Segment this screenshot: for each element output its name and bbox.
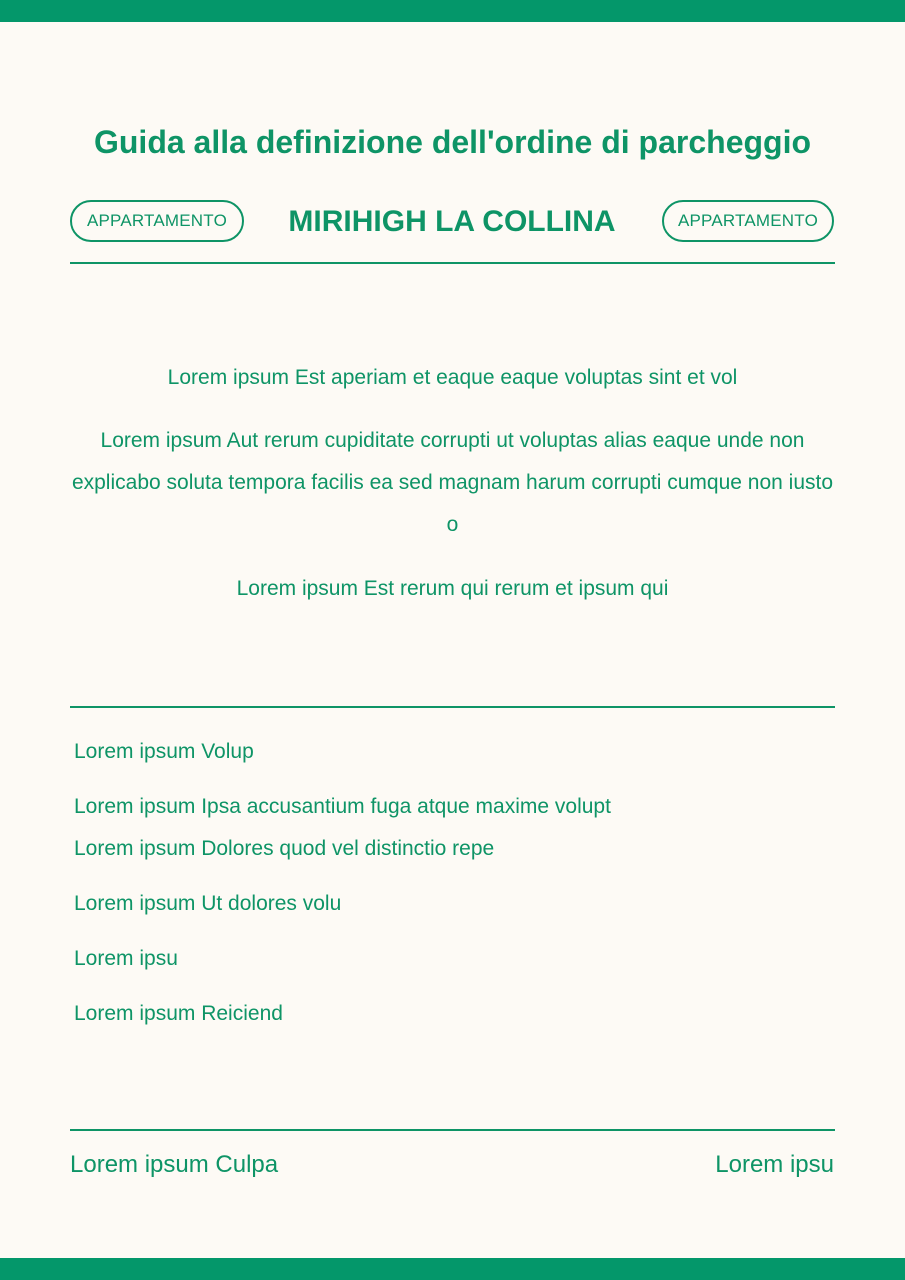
intro-line-1: Lorem ipsum Est aperiam et eaque eaque voluptas sint et vol <box>167 366 738 389</box>
top-accent-bar <box>0 0 905 22</box>
list-item: Lorem ipsum Dolores quod vel distinctio repe <box>74 837 495 860</box>
left-tag-badge: APPARTAMENTO <box>70 200 244 242</box>
bottom-accent-bar <box>0 1258 905 1280</box>
list-item: Lorem ipsum Reiciend <box>74 1002 283 1025</box>
list-item: Lorem ipsum Ipsa accusantium fuga atque maxime volupt <box>74 795 611 818</box>
right-tag-badge: APPARTAMENTO <box>662 200 834 242</box>
footer-divider <box>70 1129 835 1131</box>
section-divider <box>70 706 835 708</box>
footer-right-text: Lorem ipsu <box>715 1151 834 1178</box>
header-divider <box>70 262 835 264</box>
page-title: Guida alla definizione dell'ordine di parcheggio <box>93 124 812 160</box>
property-name: MIRIHIGH LA COLLINA <box>288 205 616 238</box>
intro-paragraph: Lorem ipsum Aut rerum cupiditate corrupti ut voluptas alias eaque unde non explicabo soluta tempora facilis ea sed magnam harum corrupti cumque non iusto o <box>71 429 834 536</box>
list-item: Lorem ipsum Volup <box>74 740 254 763</box>
footer-left-text: Lorem ipsum Culpa <box>70 1151 279 1178</box>
list-item: Lorem ipsum Ut dolores volu <box>74 892 342 915</box>
intro-line-3: Lorem ipsum Est rerum qui rerum et ipsum qui <box>236 577 669 600</box>
list-item: Lorem ipsu <box>74 947 178 970</box>
